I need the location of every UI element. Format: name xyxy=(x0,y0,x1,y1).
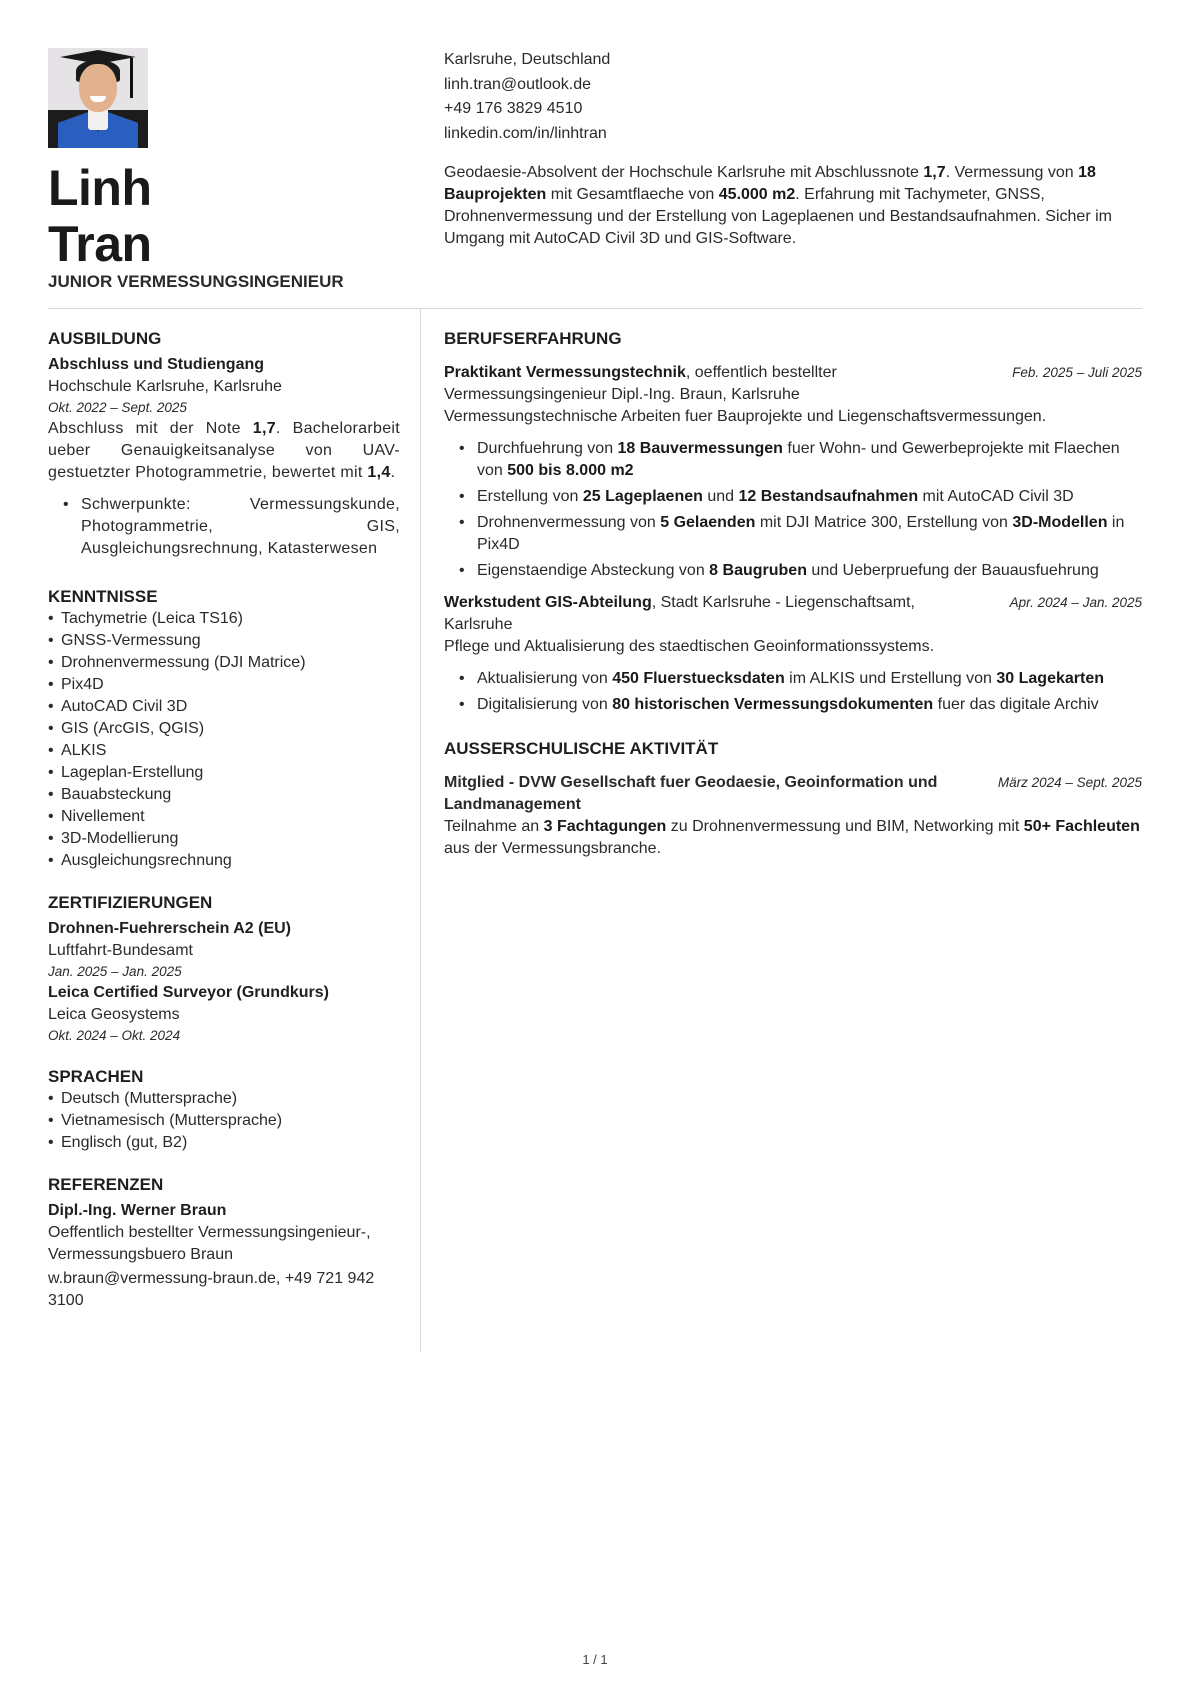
experience-section xyxy=(444,328,1142,716)
job-dates: Feb. 2025 – Juli 2025 xyxy=(1012,365,1142,380)
job-bullet: • Aktualisierung von 450 Fluerstuecksdaten im ALKIS und Erstellung von 30 Lagekarten xyxy=(477,668,1142,690)
education-bullets xyxy=(48,494,400,560)
skill-item: • Bauabsteckung xyxy=(48,784,400,806)
job-bullet: • Digitalisierung von 80 historischen Vermessungsdokumenten fuer das digitale Archiv xyxy=(477,694,1142,716)
section-title-experience: BERUFSERFAHRUNG xyxy=(444,329,622,348)
education-dates: Okt. 2022 – Sept. 2025 xyxy=(48,400,187,415)
job-title-line xyxy=(444,592,984,636)
activity-title: Mitglied - DVW Gesellschaft fuer Geodaesie, Geoinformation und Landmanagement xyxy=(444,774,938,813)
section-title-certifications: ZERTIFIZIERUNGEN xyxy=(48,893,213,912)
languages-section xyxy=(48,1066,400,1154)
profile-summary: Geodaesie-Absolvent der Hochschule Karlsruhe mit Abschlussnote 1,7. Vermessung von 18 Bauprojekten mit Gesamtflaeche von 45.000 m2. Erfahrung mit Tachymeter, GNSS, Drohnenvermessung und der Erstellung von Lageplaenen und Bestandsaufnahmen. Sicher im Umgang mit AutoCAD Civil 3D und GIS-Software. xyxy=(444,164,1112,247)
job-bullets xyxy=(444,668,1142,716)
contact-location: Karlsruhe, Deutschland xyxy=(444,51,611,68)
certification-name: Leica Certified Surveyor (Grundkurs) xyxy=(48,984,329,1001)
certifications-section xyxy=(48,892,400,1046)
job-employer: , Stadt Karlsruhe - Liegenschaftsamt, Karlsruhe xyxy=(444,594,915,633)
section-title-references: REFERENZEN xyxy=(48,1175,164,1194)
education-description: Abschluss mit der Note 1,7. Bachelorarbeit ueber Genauigkeitsanalyse von UAV-gestuetzter Photogrammetrie, bewertet mit 1,4. xyxy=(48,420,400,481)
certification-issuer: Leica Geosystems xyxy=(48,1006,180,1023)
job-bullet: • Eigenstaendige Absteckung von 8 Baugruben und Ueberpruefung der Bauausfuehrung xyxy=(477,560,1142,582)
contact-linkedin[interactable]: linkedin.com/in/linhtran xyxy=(444,124,607,142)
header-contact-summary xyxy=(444,48,1142,306)
skill-item: • Lageplan-Erstellung xyxy=(48,762,400,784)
languages-list xyxy=(48,1088,400,1154)
skill-item: • GNSS-Vermessung xyxy=(48,630,400,652)
job-entry xyxy=(444,592,1142,716)
skill-item: • Nivellement xyxy=(48,806,400,828)
reference-name: Dipl.-Ing. Werner Braun xyxy=(48,1202,227,1219)
certification-name: Drohnen-Fuehrerschein A2 (EU) xyxy=(48,920,291,937)
contact-email[interactable]: linh.tran@outlook.de xyxy=(444,75,591,93)
job-bullet: • Drohnenvermessung von 5 Gelaenden mit DJI Matrice 300, Erstellung von 3D-Modellen in Pix4D xyxy=(477,512,1142,556)
language-item: • Vietnamesisch (Muttersprache) xyxy=(48,1110,400,1132)
reference-role: Oeffentlich bestellter Vermessungsingenieur-, Vermessungsbuero Braun xyxy=(48,1224,371,1263)
resume-body xyxy=(48,309,1142,1352)
section-title-activities: AUSSERSCHULISCHE AKTIVITÄT xyxy=(444,739,719,758)
language-item: • Deutsch (Muttersprache) xyxy=(48,1088,400,1110)
activities-section xyxy=(444,738,1142,860)
job-bullet: • Durchfuehrung von 18 Bauvermessungen fuer Wohn- und Gewerbeprojekte mit Flaechen von 500 bis 8.000 m2 xyxy=(477,438,1142,482)
certification-issuer: Luftfahrt-Bundesamt xyxy=(48,942,193,959)
education-section xyxy=(48,328,400,560)
skill-item: • 3D-Modellierung xyxy=(48,828,400,850)
resume-header xyxy=(48,48,1142,306)
resume-page xyxy=(48,48,1142,1352)
job-title-line xyxy=(444,362,984,406)
job-dates: Apr. 2024 – Jan. 2025 xyxy=(1009,595,1142,610)
skill-item: • GIS (ArcGIS, QGIS) xyxy=(48,718,400,740)
page-indicator: 1 / 1 xyxy=(582,1652,608,1667)
job-description: Vermessungstechnische Arbeiten fuer Bauprojekte und Liegenschaftsvermessungen. xyxy=(444,408,1047,425)
language-item: • Englisch (gut, B2) xyxy=(48,1132,400,1154)
activity-dates: März 2024 – Sept. 2025 xyxy=(997,775,1142,790)
skill-item: • Ausgleichungsrechnung xyxy=(48,850,400,872)
skills-section xyxy=(48,586,400,872)
job-description: Pflege und Aktualisierung des staedtischen Geoinformationssystems. xyxy=(444,638,935,655)
profile-photo xyxy=(48,48,148,148)
skill-item: • Tachymetrie (Leica TS16) xyxy=(48,608,400,630)
skill-item: • AutoCAD Civil 3D xyxy=(48,696,400,718)
job-header xyxy=(444,592,1142,636)
education-school: Hochschule Karlsruhe, Karlsruhe xyxy=(48,378,282,395)
header-identity xyxy=(48,48,444,306)
contact-phone[interactable]: +49 176 3829 4510 xyxy=(444,100,583,117)
skill-item: • ALKIS xyxy=(48,740,400,762)
job-entry xyxy=(444,362,1142,582)
activity-description: Teilnahme an 3 Fachtagungen zu Drohnenvermessung und BIM, Networking mit 50+ Fachleuten aus der Vermessungsbranche. xyxy=(444,818,1140,857)
section-title-education: AUSBILDUNG xyxy=(48,329,162,348)
graduation-cap-icon xyxy=(60,50,136,64)
job-bullets xyxy=(444,438,1142,582)
candidate-name xyxy=(48,160,444,272)
reference-contact: w.braun@vermessung-braun.de, +49 721 942 3100 xyxy=(48,1270,375,1309)
right-column xyxy=(421,309,1142,1352)
job-title: JUNIOR VERMESSUNGSINGENIEUR xyxy=(48,272,344,291)
skill-item: • Drohnenvermessung (DJI Matrice) xyxy=(48,652,400,674)
certification-dates: Okt. 2024 – Okt. 2024 xyxy=(48,1028,181,1043)
activity-header xyxy=(444,772,1142,816)
references-section xyxy=(48,1174,400,1312)
job-header xyxy=(444,362,1142,406)
education-bullet: • Schwerpunkte: Vermessungskunde, Photogrammetrie, GIS, Ausgleichungsrechnung, Katasterwesen xyxy=(81,494,400,560)
first-name: Linh xyxy=(48,160,152,216)
job-role: Praktikant Vermessungstechnik xyxy=(444,364,686,381)
education-degree: Abschluss und Studiengang xyxy=(48,356,265,373)
skill-item: • Pix4D xyxy=(48,674,400,696)
section-title-languages: SPRACHEN xyxy=(48,1067,144,1086)
job-role: Werkstudent GIS-Abteilung xyxy=(444,594,652,611)
section-title-skills: KENNTNISSE xyxy=(48,587,158,606)
contact-block xyxy=(444,48,1142,146)
job-bullet: • Erstellung von 25 Lageplaenen und 12 Bestandsaufnahmen mit AutoCAD Civil 3D xyxy=(477,486,1142,508)
last-name: Tran xyxy=(48,216,152,272)
certification-dates: Jan. 2025 – Jan. 2025 xyxy=(48,964,182,979)
left-column xyxy=(48,309,421,1352)
skills-list xyxy=(48,608,400,872)
job-employer: , oeffentlich bestellter Vermessungsingenieur Dipl.-Ing. Braun, Karlsruhe xyxy=(444,364,837,403)
